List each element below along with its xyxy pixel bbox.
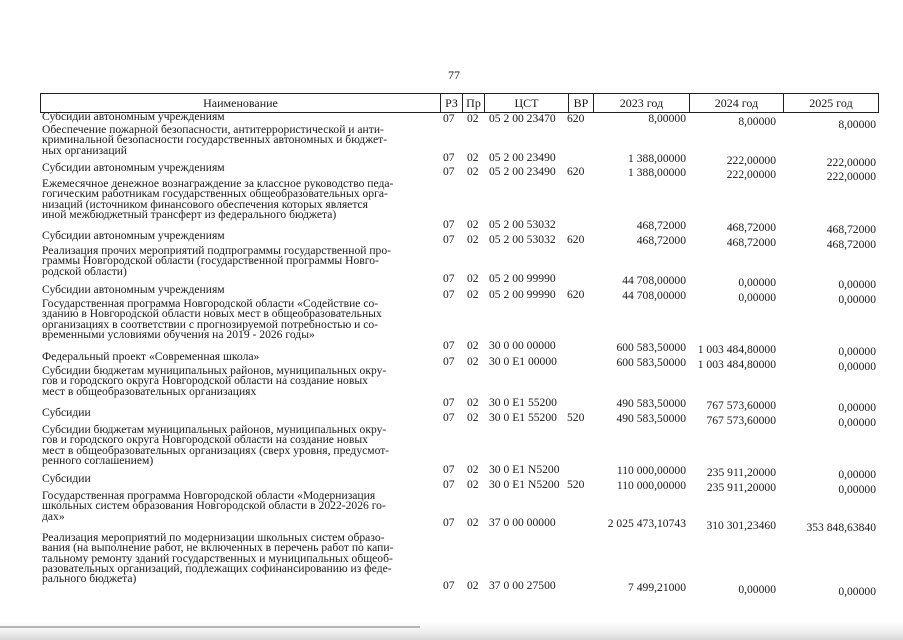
row-rz: 07 <box>443 478 455 491</box>
header-2025: 2025 год <box>809 96 853 110</box>
row-2023: 110 000,00000 <box>616 479 686 492</box>
row-name: Субсидии автономным учреждениям <box>42 229 225 242</box>
row-2025: 353 848,63840 <box>806 521 876 534</box>
row-pr: 02 <box>467 478 479 491</box>
row-pr: 02 <box>467 272 479 285</box>
row-name: Субсидии бюджетам муниципальных районов, муниципальных окру- гов и городского округа Новгородской области на создание новых мест в общеобразовательных организациях <box>42 364 387 398</box>
row-rz: 07 <box>443 411 455 424</box>
row-2025: 0,00000 <box>838 483 876 496</box>
header-pr: Пр <box>463 94 485 112</box>
row-pr: 02 <box>467 579 479 592</box>
row-2023: 2 025 473,10743 <box>607 517 686 530</box>
row-name: Субсидии бюджетам муниципальных районов, муниципальных окру- гов и городского округа Новгородской области на создание новых мест в общеобразовательных организациях (сверх уровня, предусмот- ренного соглашением) <box>42 423 390 467</box>
row-2024: 0,00000 <box>738 583 776 596</box>
header-2023: 2023 год <box>594 94 690 112</box>
scan-edge-line <box>0 626 420 628</box>
row-2025: 0,00000 <box>838 416 876 429</box>
row-pr: 02 <box>467 218 479 231</box>
row-rz: 07 <box>443 218 455 231</box>
row-2023: 468,72000 <box>636 234 686 247</box>
row-cst: 05 2 00 23470 <box>489 112 556 125</box>
row-cst: 05 2 00 23490 <box>489 151 556 164</box>
row-vr: 520 <box>567 478 585 491</box>
row-2023: 600 583,50000 <box>616 356 686 369</box>
row-rz: 07 <box>443 288 455 301</box>
row-vr: 620 <box>567 165 585 178</box>
row-2025: 468,72000 <box>826 238 876 251</box>
row-2023: 1 388,00000 <box>628 166 686 179</box>
row-pr: 02 <box>467 165 479 178</box>
row-name: Субсидии автономным учреждениям <box>42 110 225 123</box>
row-name: Государственная программа Новгородской области «Содействие со- зданию в Новгородской области новых мест в общеобразовательных организациях в соответствии с прогнозируемой потребностью и со- временными условиями обучения на 2019 - 2026 годы» <box>42 297 382 341</box>
row-2025: 0,00000 <box>838 468 876 481</box>
row-cst: 30 0 E1 00000 <box>489 355 557 368</box>
row-pr: 02 <box>467 411 479 424</box>
row-name: Реализация прочих мероприятий подпрограммы государственной про- граммы Новгородской области (государственной программы Новго- родской области) <box>42 244 392 278</box>
row-cst: 37 0 00 27500 <box>489 579 556 592</box>
row-name: Субсидии автономным учреждениям <box>42 283 225 296</box>
row-rz: 07 <box>443 355 455 368</box>
row-2023: 8,00000 <box>648 112 686 125</box>
row-cst: 05 2 00 23490 <box>489 165 556 178</box>
row-cst: 05 2 00 99990 <box>489 288 556 301</box>
row-cst: 30 0 E1 N5200 <box>489 463 560 476</box>
row-rz: 07 <box>443 112 455 125</box>
row-2023: 490 583,50000 <box>616 397 686 410</box>
row-2023: 468,72000 <box>636 219 686 232</box>
row-2023: 44 708,00000 <box>622 274 686 287</box>
row-2025: 0,00000 <box>838 585 876 598</box>
row-2025: 0,00000 <box>838 401 876 414</box>
row-cst: 30 0 E1 N5200 <box>489 478 560 491</box>
row-rz: 07 <box>443 396 455 409</box>
header-name: Наименование <box>41 94 441 112</box>
header-rz: РЗ <box>441 94 463 112</box>
row-rz: 07 <box>443 463 455 476</box>
row-cst: 05 2 00 53032 <box>489 218 556 231</box>
row-pr: 02 <box>467 339 479 352</box>
row-2024: 1 003 484,80000 <box>697 343 776 356</box>
row-vr: 620 <box>567 288 585 301</box>
row-2024: 767 573,60000 <box>706 399 776 412</box>
row-2024: 235 911,20000 <box>706 481 776 494</box>
row-pr: 02 <box>467 396 479 409</box>
row-name: Субсидии <box>42 406 91 419</box>
row-cst: 30 0 E1 55200 <box>489 396 557 409</box>
row-2025: 0,00000 <box>838 278 876 291</box>
row-name: Реализация мероприятий по модернизации школьных систем образо- вания (на выполнение работ, не включенных в перечень работ по капи- тальному ремонту зданий государственных и муниципальных общеоб- разовательных организаций, подлежащих софинансированию из феде- рального бюджета) <box>42 531 394 586</box>
row-pr: 02 <box>467 233 479 246</box>
row-2024: 235 911,20000 <box>706 466 776 479</box>
row-2024: 8,00000 <box>738 115 776 128</box>
row-rz: 07 <box>443 516 455 529</box>
row-2024: 0,00000 <box>738 291 776 304</box>
row-2025: 222,00000 <box>826 170 876 183</box>
row-pr: 02 <box>467 355 479 368</box>
row-name: Федеральный проект «Современная школа» <box>42 350 260 363</box>
row-pr: 02 <box>467 151 479 164</box>
row-2024: 468,72000 <box>726 236 776 249</box>
row-2024: 767 573,60000 <box>706 414 776 427</box>
row-2023: 1 388,00000 <box>628 152 686 165</box>
row-2025: 0,00000 <box>838 360 876 373</box>
row-pr: 02 <box>467 112 479 125</box>
row-name: Ежемесячное денежное вознаграждение за классное руководство педа- гогическим работникам государственных общеобразовательных орга- низаций (источником финансового обеспечения которых является иной межбюджетный трансферт из федерального бюджета) <box>42 177 394 221</box>
row-2025: 0,00000 <box>838 293 876 306</box>
row-2024: 0,00000 <box>738 276 776 289</box>
page-number: 77 <box>448 68 460 82</box>
row-cst: 05 2 00 99990 <box>489 272 556 285</box>
row-2024: 222,00000 <box>726 168 776 181</box>
row-2025: 0,00000 <box>838 345 876 358</box>
row-cst: 37 0 00 00000 <box>489 516 556 529</box>
header-2024: 2024 год <box>690 94 784 112</box>
row-2024: 1 003 484,80000 <box>697 358 776 371</box>
row-rz: 07 <box>443 165 455 178</box>
header-cst: ЦСТ <box>485 94 569 112</box>
row-pr: 02 <box>467 463 479 476</box>
row-2023: 110 000,00000 <box>616 464 686 477</box>
row-name: Обеспечение пожарной безопасности, антитеррористической и анти- криминальной безопасности государственных автономных и бюджет- ных организаций <box>42 123 388 157</box>
row-2025: 8,00000 <box>838 118 876 131</box>
row-2024: 222,00000 <box>726 154 776 167</box>
row-rz: 07 <box>443 233 455 246</box>
row-2023: 44 708,00000 <box>622 289 686 302</box>
row-cst: 05 2 00 53032 <box>489 233 556 246</box>
row-cst: 30 0 E1 55200 <box>489 411 557 424</box>
row-vr: 620 <box>567 233 585 246</box>
row-name: Субсидии <box>42 472 91 485</box>
row-2025: 468,72000 <box>826 223 876 236</box>
row-pr: 02 <box>467 288 479 301</box>
row-2025: 222,00000 <box>826 156 876 169</box>
row-rz: 07 <box>443 579 455 592</box>
row-rz: 07 <box>443 339 455 352</box>
row-2024: 468,72000 <box>726 221 776 234</box>
row-2023: 7 499,21000 <box>628 581 686 594</box>
row-vr: 520 <box>567 411 585 424</box>
row-2023: 600 583,50000 <box>616 341 686 354</box>
row-rz: 07 <box>443 151 455 164</box>
row-2024: 310 301,23460 <box>706 519 776 532</box>
header-vr: ВР <box>569 94 594 112</box>
row-vr: 620 <box>567 112 585 125</box>
row-rz: 07 <box>443 272 455 285</box>
row-name: Государственная программа Новгородской области «Модернизация школьных систем образования Новгородской области в 2022-2026 го- дах» <box>42 489 386 523</box>
scan-edge-shadow <box>0 622 903 640</box>
row-name: Субсидии автономным учреждениям <box>42 161 225 174</box>
row-pr: 02 <box>467 516 479 529</box>
row-cst: 30 0 00 00000 <box>489 339 556 352</box>
row-2023: 490 583,50000 <box>616 412 686 425</box>
